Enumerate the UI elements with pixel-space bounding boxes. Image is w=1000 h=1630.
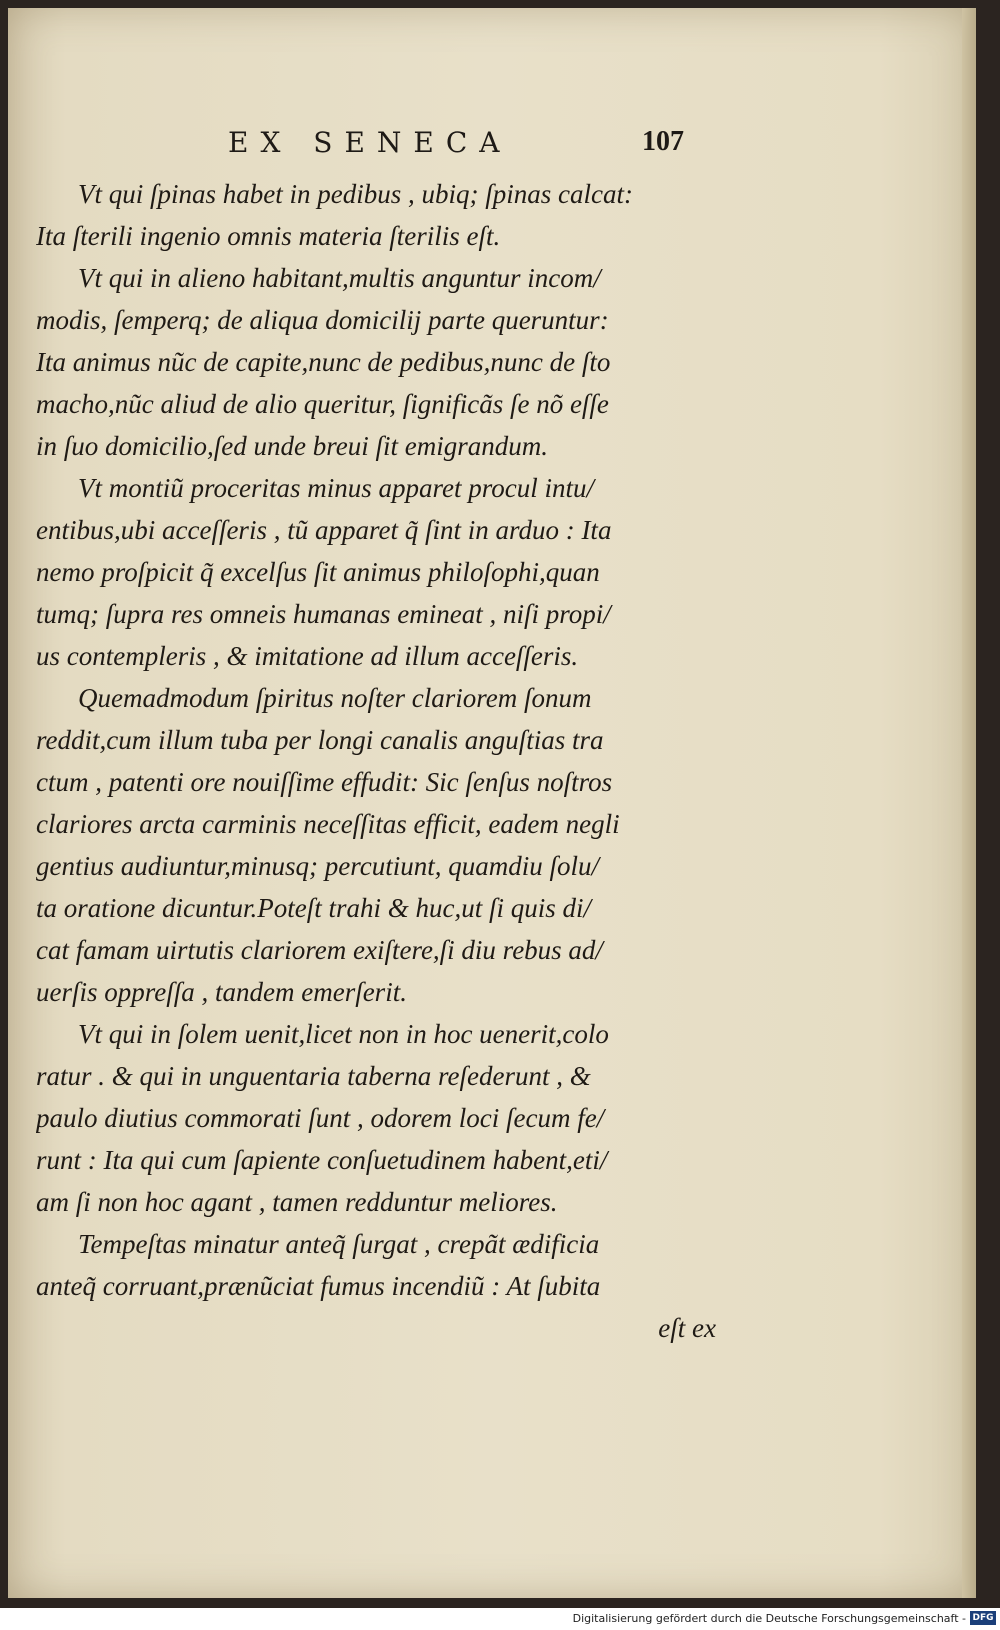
text-line: Vt qui ſpinas habet in pedibus , ubiq; ſpinas calcat: — [78, 179, 633, 209]
text-line: Vt qui in ſolem uenit,licet non in hoc uenerit,colo — [78, 1019, 609, 1049]
text-line: us contempleris , & imitatione ad illum acceſſeris. — [36, 641, 579, 671]
text-line: runt : Ita qui cum ſapiente conſuetudinem habent,eti/ — [36, 1145, 608, 1175]
text-line: Ita animus nũc de capite,nunc de pedibus,nunc de ſto — [36, 347, 611, 377]
text-line: gentius audiuntur,minusq; percutiunt, quamdiu ſolu/ — [36, 851, 599, 881]
text-line: am ſi non hoc agant , tamen redduntur meliores. — [36, 1187, 558, 1217]
text-line: in ſuo domicilio,ſed unde breui ſit emigrandum. — [36, 431, 548, 461]
text-line: macho,nũc aliud de alio queritur, ſignificãs ſe nõ eſſe — [36, 389, 609, 419]
page-edge — [962, 8, 976, 1598]
text-line: reddit,cum illum tuba per longi canalis anguſtias tra — [36, 725, 604, 755]
text-line: Vt montiũ proceritas minus apparet procul intu/ — [78, 473, 594, 503]
text-line: Quemadmodum ſpiritus noſter clariorem ſonum — [78, 683, 592, 713]
folio-number: 107 — [642, 126, 684, 157]
text-line: Vt qui in alieno habitant,multis anguntur incom/ — [78, 263, 601, 293]
text-line: clariores arcta carminis neceſſitas efficit, eadem negli — [36, 809, 620, 839]
text-block — [36, 173, 726, 1349]
book-page — [8, 8, 976, 1598]
catchword: eſt ex — [658, 1313, 716, 1343]
text-line: anteq̃ corruant,prænũciat fumus incendiũ : At ſubita — [36, 1271, 601, 1301]
text-line: tumq; ſupra res omneis humanas emineat , niſi propi/ — [36, 599, 611, 629]
text-line: ratur . & qui in unguentaria taberna reſederunt , & — [36, 1061, 591, 1091]
text-line: ctum , patenti ore nouiſſime effudit: Sic ſenſus noſtros — [36, 767, 613, 797]
text-line: Tempeſtas minatur anteq̃ ſurgat , crepãt ædificia — [78, 1229, 600, 1259]
text-line: modis, ſemperq; de aliqua domicilij parte queruntur: — [36, 305, 609, 335]
text-line: cat famam uirtutis clariorem exiſtere,ſi diu rebus ad/ — [36, 935, 603, 965]
dfg-logo-icon: DFG — [970, 1611, 996, 1625]
text-line: ta oratione dicuntur.Poteſt trahi & huc,ut ſi quis di/ — [36, 893, 591, 923]
running-title: EX SENECA — [228, 126, 512, 159]
text-line: Ita ſterili ingenio omnis materia ſterilis eſt. — [36, 221, 501, 251]
funding-credit: Digitalisierung gefördert durch die Deutsche Forschungsgemeinschaft - — [572, 1612, 966, 1625]
text-line: paulo diutius commorati ſunt , odorem loci ſecum fe/ — [36, 1103, 605, 1133]
text-line: nemo proſpicit q̃ excelſus ſit animus philoſophi,quan — [36, 557, 600, 587]
text-line: uerſis oppreſſa , tandem emerſerit. — [36, 977, 407, 1007]
running-head — [8, 126, 976, 166]
text-line: entibus,ubi acceſſeris , tũ apparet q̃ ſint in arduo : Ita — [36, 515, 612, 545]
footer-strip — [0, 1608, 1000, 1630]
